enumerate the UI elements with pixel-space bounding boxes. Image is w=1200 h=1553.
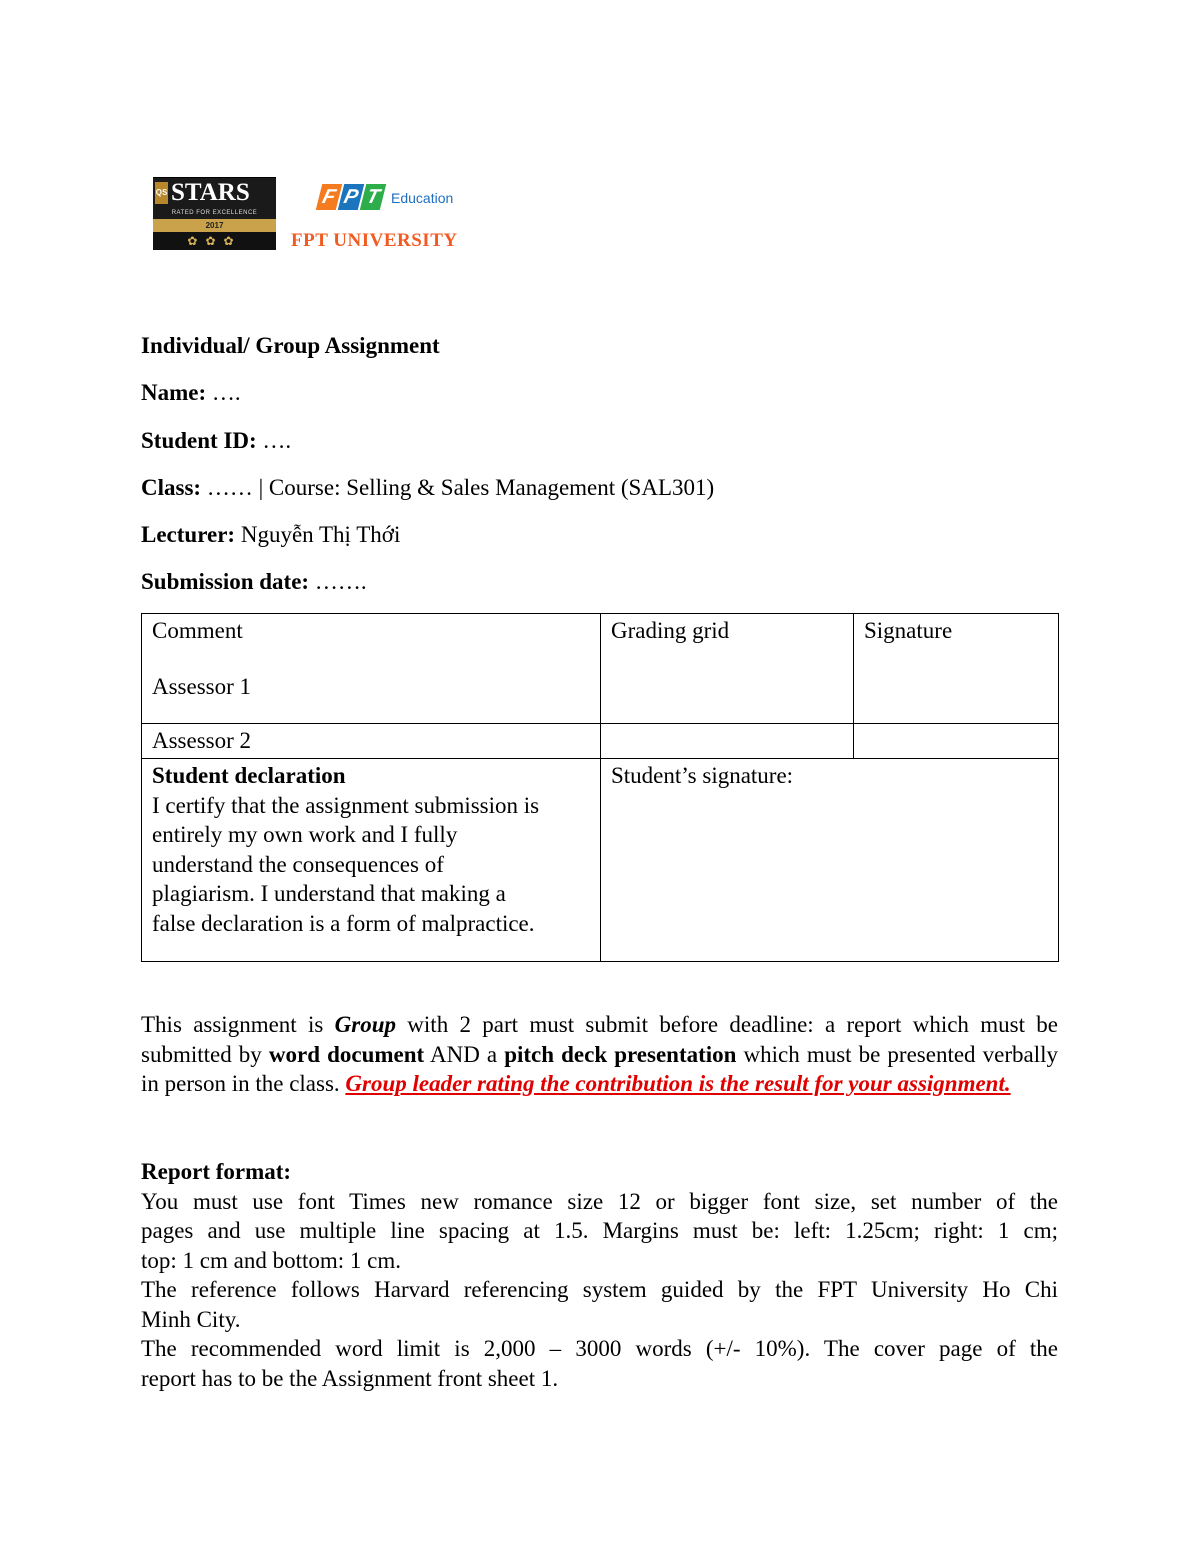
submission-date-value: …….: [309, 569, 367, 594]
student-signature-label: Student’s signature:: [611, 763, 794, 788]
student-declaration-cell: [142, 759, 601, 962]
qs-mark: QS: [155, 182, 168, 204]
signature-cell: [854, 614, 1059, 724]
declaration-line: plagiarism. I understand that making a: [152, 881, 506, 906]
qs-stars-logo: [153, 177, 276, 250]
fpt-letters: [319, 184, 385, 214]
name-label: Name:: [141, 380, 207, 405]
assignment-title: Individual/ Group Assignment: [141, 333, 440, 358]
declaration-line: entirely my own work and I fully: [152, 822, 458, 847]
stars-rated-band: RATED FOR EXCELLENCE: [153, 208, 276, 219]
assessor-1-label: Assessor 1: [152, 673, 252, 699]
stars-rating-icon: ✿✿✿: [153, 232, 276, 250]
student-id-line: [141, 427, 291, 455]
fpt-letter-t: T: [360, 184, 386, 210]
report-line: The reference follows Harvard referencing system guided by the FPT University Ho Chi: [141, 1277, 1058, 1302]
submission-date-line: [141, 568, 367, 596]
table-row: [142, 759, 1059, 962]
lecturer-value: Nguyễn Thị Thới: [235, 522, 401, 547]
assessor-2-label: Assessor 2: [152, 728, 252, 753]
assessor-2-grade-cell: [601, 724, 854, 759]
student-id-value: ….: [256, 428, 292, 453]
declaration-line: I certify that the assignment submission is: [152, 792, 540, 818]
word-document-emphasis: word document: [268, 1041, 425, 1067]
name-line: [141, 379, 241, 407]
fpt-letter-p: P: [338, 184, 364, 210]
grading-table: [141, 613, 1059, 962]
report-line: You must use font Times new romance size 12 or bigger font size, set number of the: [141, 1188, 1058, 1214]
student-id-label: Student ID:: [141, 428, 257, 453]
class-label: Class:: [141, 475, 202, 500]
assessor-2-cell: [142, 724, 601, 759]
fpt-letter-f: F: [316, 184, 342, 210]
report-format-section: [141, 1157, 1058, 1393]
signature-label: Signature: [864, 618, 953, 643]
grading-grid-cell: [601, 614, 854, 724]
pitch-deck-emphasis: pitch deck presentation: [504, 1041, 737, 1067]
table-row: [142, 724, 1059, 759]
report-line: top: 1 cm and bottom: 1 cm.: [141, 1247, 401, 1273]
comment-cell: [142, 614, 601, 724]
class-value: …… | Course: Selling & Sales Management (SAL301): [201, 475, 715, 500]
declaration-line: false declaration is a form of malpractice.: [152, 910, 535, 936]
grading-grid-label: Grading grid: [611, 618, 730, 643]
declaration-line: understand the consequences of: [152, 851, 444, 877]
fpt-university-text: FPT UNIVERSITY: [291, 230, 458, 251]
report-line: report has to be the Assignment front sheet 1.: [141, 1365, 559, 1391]
student-signature-cell: [601, 759, 1059, 962]
class-line: [141, 474, 714, 502]
report-line: Minh City.: [141, 1306, 241, 1332]
stars-wordmark: STARS: [171, 179, 250, 206]
report-line: The recommended word limit is 2,000 – 3000 words (+/- 10%). The cover page of the: [141, 1336, 1058, 1361]
lecturer-line: [141, 521, 400, 549]
comment-label: Comment: [152, 618, 243, 643]
lecturer-label: Lecturer:: [141, 522, 236, 547]
report-format-title: Report format:: [141, 1159, 292, 1184]
declaration-title: Student declaration: [152, 763, 346, 788]
report-line: pages and use multiple line spacing at 1.5. Margins must be: left: 1.25cm; right: 1 cm;: [141, 1218, 1058, 1243]
assignment-description: This assignment is Group with 2 part must submit before deadline: a report which must be submitted by word document AND a pitch deck presentation which must be presented verbally in person in the class. Group leader rating the contribution is the result for your assignment.: [141, 1012, 1058, 1096]
table-row: [142, 614, 1059, 724]
assessor-2-signature-cell: [854, 724, 1059, 759]
name-value: ….: [206, 380, 241, 405]
group-leader-note: Group leader rating the contribution is the result for your assignment.: [345, 1071, 1011, 1096]
submission-date-label: Submission date:: [141, 569, 310, 594]
stars-year: 2017: [153, 219, 276, 232]
group-emphasis: Group: [334, 1012, 396, 1037]
fpt-education-text: Education: [391, 190, 454, 206]
fpt-university-logo: [291, 180, 481, 252]
